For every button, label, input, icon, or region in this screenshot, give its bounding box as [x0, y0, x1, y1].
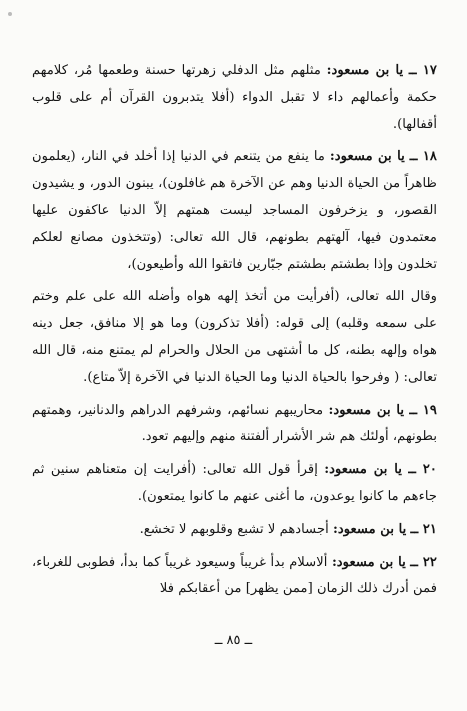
paragraph-number: ٢١ ــ: [410, 521, 437, 537]
paragraph-17: [32, 58, 437, 138]
page-body: [32, 58, 437, 603]
paragraph-text: مثلهم مثل الدفلي زهرتها حسنة وطعمها مُر، كلامهم حكمة وأعمالهم داء لا تقبل الدواء (أفلا يتدبرون القرآن أم على قلوب أقفالها).: [32, 63, 437, 132]
paragraph-18: [32, 144, 437, 278]
paragraph-20: [32, 457, 437, 511]
paragraph-text: أجسادهم لا تشبع وقلوبهم لا تخشع.: [139, 521, 333, 537]
paragraph-text: محاريبهم نسائهم، وشرفهم الدراهم والدنانير، وهمتهم بطونهم، أولئك هم شر الأشرار ألفتنة منهم وإليهم تعود.: [32, 402, 437, 445]
paragraph-22: [32, 550, 437, 604]
speaker-heading: يا بن مسعود:: [329, 149, 405, 165]
paragraph-number: ١٩ ــ: [409, 402, 437, 418]
paragraph-21: [32, 517, 437, 544]
page-number: ــ ٨٥ ــ: [214, 633, 253, 648]
paragraph-number: ١٧ ــ: [408, 63, 437, 78]
speaker-heading: يا بن مسعود:: [332, 521, 407, 537]
scan-mark: [8, 12, 12, 16]
speaker-heading: يا بن مسعود:: [324, 462, 402, 478]
paragraph-19: [32, 398, 437, 452]
speaker-heading: يا بن مسعود:: [326, 63, 404, 78]
paragraph-number: ٢٢ ــ: [410, 554, 438, 570]
paragraph-text: إقرأ قول الله تعالى: (أفرايت إن متعناهم سنين ثم جاءهم ما كانوا يوعدون، ما أغنى عنهم ما كانوا يمتعون).: [32, 462, 437, 504]
paragraph-continuation: [32, 284, 437, 391]
paragraph-number: ٢٠ ــ: [408, 462, 437, 478]
paragraph-text: وقال الله تعالى، (أفرأيت من أتخذ إلهه هواه وأضله الله على علم وختم على سمعه وقلبه) إلى قوله: (أفلا تذكرون) وما هو إلا منافق، جعل دينه هواه وإلهه بطنه، كل ما أشتهى من الحلال والحرام لم يمتنع منه، قال الله تعالى: ( وفرحوا بالحياة الدنيا وما الحياة الدنيا في الآخرة إلاّ متاع).: [32, 289, 437, 385]
paragraph-text: ألاسلام بدأ غريباً وسيعود غريباً كما بدأ، فطوبى للغرباء، فمن أدرك ذلك الزمان [ممن يظهر] من أعقابكم فلا: [32, 554, 437, 597]
speaker-heading: يا بن مسعود:: [331, 554, 406, 570]
paragraph-text: ما ينفع من يتنعم في الدنيا إذا أخلد في النار، (يعلمون ظاهراً من الحياة الدنيا وهم عن الآخرة هم غافلون)، يبنون الدور، و يشيدون القصور، و يزخرفون المساجد ليست همتهم إلاّ الدنيا عاكفون عليها معتمدون فيها، آلهتهم بطونهم، قال الله تعالى: (وتتخذون مصانع لعلكم تخلدون وإذا بطشتم بطشتم جبّارين فاتقوا الله وأطيعون)،: [32, 149, 437, 272]
speaker-heading: يا بن مسعود:: [328, 402, 405, 418]
paragraph-number: ١٨ ــ: [409, 149, 438, 165]
